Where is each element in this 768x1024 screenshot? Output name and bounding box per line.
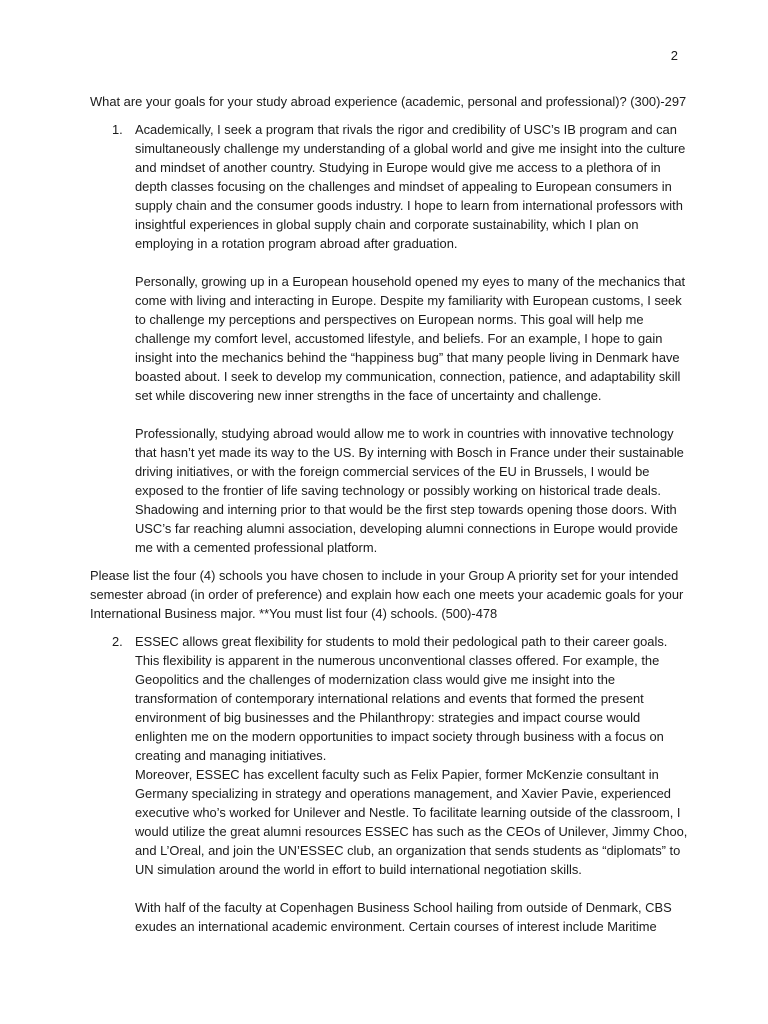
question-1: What are your goals for your study abroad experience (academic, personal and professional)? (300)-297 — [90, 94, 687, 109]
answer-2 — [90, 632, 690, 936]
question-2: Please list the four (4) schools you have chosen to include in your Group A priority set for your intended semester abroad (in order of preference) and explain how each one meets your academic goals for your International Business major. **You must list four (4) schools. (500)-478 — [90, 568, 684, 621]
list-number-1: 1. — [112, 122, 123, 137]
answer-1-personal-paragraph: Personally, growing up in a European household opened my eyes to many of the mechanics that come with living and interacting in Europe. Despite my familiarity with European customs, I seek to challenge my perceptions and perspectives on European norms. This goal will help me challenge my comfort level, accustomed lifestyle, and beliefs. For an example, I hope to gain insight into the mechanics behind the “happiness bug” that many people living in Denmark have boasted about. I seek to develop my communication, connection, patience, and adaptability skill set while discovering new inner strengths in the face of uncertainty and challenge. — [135, 274, 686, 403]
answer-1 — [90, 120, 690, 557]
document-body — [90, 92, 690, 936]
answer-1-professional-paragraph: Professionally, studying abroad would allow me to work in countries with innovative technology that hasn’t yet made its way to the US. By interning with Bosch in France under their sustainable driving initiatives, or with the foreign commercial services of the EU in Brussels, I would be exposed to the frontier of life saving technology or possibly working on historical trade deals. Shadowing and interning prior to that would be the first step towards opening those doors. With USC’s far reaching alumni association, developing alumni connections in Europe would provide me with a cemented professional platform. — [135, 426, 684, 555]
answer-1-academic-paragraph: Academically, I seek a program that rivals the rigor and credibility of USC’s IB program and can simultaneously challenge my understanding of a global world and give me insight into the culture and mindset of another country. Studying in Europe would give me access to a plethora of in depth classes focusing on the challenges and mindset of appealing to European consumers in supply chain and the consumer goods industry. I hope to learn from international professors with insightful experiences in global supply chain and corporate sustainability, which I plan on employing in a rotation program abroad after graduation. — [135, 122, 686, 251]
answer-2-essec-faculty-paragraph: Moreover, ESSEC has excellent faculty such as Felix Papier, former McKenzie consultant in Germany specializing in strategy and operations management, and Xavier Pavie, experienced executive who’s worked for Unilever and Nestle. To facilitate learning outside of the classroom, I would utilize the great alumni resources ESSEC has such as the CEOs of Unilever, Jimmy Choo, and L’Oreal, and join the UN’ESSEC club, an organization that sends students as “diplomats” to UN simulation around the world in effort to build international negotiation skills. — [135, 767, 688, 877]
page-number: 2 — [670, 48, 678, 63]
list-number-2: 2. — [112, 634, 123, 649]
answer-2-cbs-paragraph: With half of the faculty at Copenhagen Business School hailing from outside of Denmark, CBS exudes an international academic environment. Certain courses of interest include Maritime — [135, 900, 672, 934]
answer-2-essec-paragraph: ESSEC allows great flexibility for students to mold their pedological path to their career goals. This flexibility is apparent in the numerous unconventional classes offered. For example, the Geopolitics and the challenges of modernization class would give me insight into the transformation of contemporary international relations and events that formed the present environment of big businesses and the Philanthropy: strategies and impact course would enlighten me on the modern opportunities to impact society through business with a focus on creating and managing initiatives. — [135, 634, 668, 763]
